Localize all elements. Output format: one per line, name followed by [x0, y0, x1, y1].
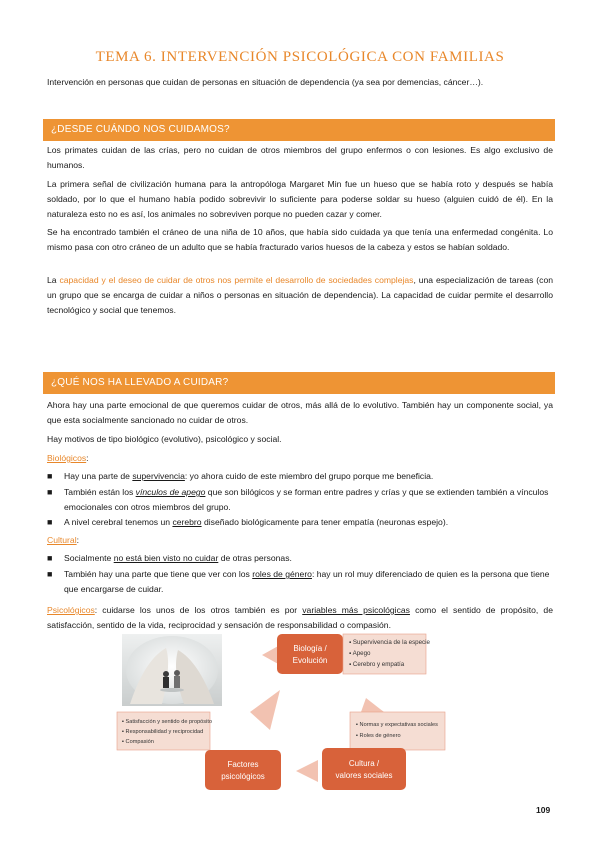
- section2-paragraph-1: Ahora hay una parte emocional de que queremos cuidar de otros, más allá de lo evolutivo. También hay un componente social, ya que esta socialmente sancionado no cuidar de otros.: [47, 400, 553, 425]
- svg-text:Cultura /: Cultura /: [348, 759, 380, 768]
- bullet-icon: ■: [47, 517, 53, 527]
- note-item: ▪ Compasión: [122, 739, 154, 745]
- svg-text:valores sociales: valores sociales: [335, 771, 393, 780]
- note-item: ▪ Responsabilidad y reciprocidad: [122, 729, 204, 735]
- cult-bullet-1: ■ Socialmente no está bien visto no cuidar de otras personas.: [47, 551, 553, 566]
- node-culture: [322, 748, 406, 790]
- highlight-text: capacidad y el deseo de cuidar de otros nos permite el desarrollo de sociedades complejas: [59, 275, 414, 285]
- cult-label: Cultural:: [47, 535, 80, 545]
- svg-text:Biología /: Biología /: [293, 644, 327, 653]
- note-item: ▪ Satisfacción y sentido de propósito: [122, 719, 212, 725]
- note-item: ▪ Apego: [349, 650, 371, 657]
- factors-cycle-diagram: [100, 630, 480, 790]
- bio-bullet-3: ■ A nivel cerebral tenemos un cerebro diseñado biológicamente para tener empatía (neuronas espejo).: [47, 515, 553, 530]
- bullet-icon: ■: [47, 553, 53, 563]
- node-biology: [277, 634, 343, 674]
- section-heading-1: ¿DESDE CUÁNDO NOS CUIDAMOS?: [43, 119, 555, 141]
- bullet-icon: ■: [47, 569, 53, 579]
- note-item: ▪ Roles de género: [356, 733, 401, 739]
- arrow-icon: [296, 760, 318, 782]
- note-biology: [343, 634, 431, 674]
- section2-paragraph-2: Hay motivos de tipo biológico (evolutivo), psicológico y social.: [47, 434, 282, 444]
- section-heading-2: ¿QUÉ NOS HA LLEVADO A CUIDAR?: [43, 372, 555, 394]
- note-item: ▪ Normas y expectativas sociales: [356, 722, 438, 728]
- bullet-icon: ■: [47, 487, 53, 497]
- bio-bullet-1: ■ Hay una parte de supervivencia: yo ahora cuido de este miembro del grupo porque me beneficia.: [47, 469, 553, 484]
- section1-paragraph-1: Los primates cuidan de las crías, pero no cuidan de otros miembros del grupo enfermos o con lesiones. Es algo exclusivo de humanos.: [47, 145, 553, 170]
- page-title: TEMA 6. INTERVENCIÓN PSICOLÓGICA CON FAMILIAS: [95, 49, 505, 65]
- arrow-icon: [250, 690, 280, 730]
- section1-paragraph-3: Se ha encontrado también el cráneo de una niña de 10 años, que había sido cuidada ya que tenía una enfermedad congénita. Lo mismo pasa con otro cráneo de un adulto que se había fracturado varios huesos de la cabeza y estos se habían soldado.: [47, 227, 553, 252]
- node-psychological: [205, 750, 281, 790]
- bio-bullet-2: ■ También están los vínculos de apego que son bilógicos y se forman entre padres y crías y que se extienden también a vínculos emocionales con otros miembros del grupo.: [47, 487, 549, 512]
- intro-text: Intervención en personas que cuidan de personas en situación de dependencia (ya sea por demencias, cáncer…).: [47, 77, 484, 87]
- hands-photo: [122, 634, 222, 706]
- note-item: ▪ Supervivencia de la especie: [349, 639, 430, 646]
- cult-bullet-2: ■ También hay una parte que tiene que ver con los roles de género: hay un rol muy diferenciado de quien es la persona que tiene que encargarse de cuidar.: [47, 569, 550, 594]
- section1-paragraph-2: La primera señal de civilización humana para la antropóloga Margaret Min fue un hueso que se había roto y después se había soldado, por lo que el humano había podido sobrevivir lo suficiente para poderse soldar su hueso (alguien cuidó de él). En la naturaleza esto no es así, los animales no sobreviven porque no pueden cazar y comer.: [47, 179, 553, 219]
- note-psychological: [117, 712, 212, 750]
- psi-paragraph: Psicológicos: cuidarse los unos de los otros también es por variables más psicológicas como el sentido de propósito, de satisfacción, sentido de la vida, reciprocidad y sensación de responsabilidad o compasión.: [47, 605, 553, 630]
- page-number: 109: [536, 805, 551, 815]
- note-item: ▪ Cerebro y empatía: [349, 661, 405, 668]
- svg-text:Evolución: Evolución: [292, 656, 328, 665]
- note-culture: [350, 712, 445, 750]
- svg-text:Factores: Factores: [227, 760, 259, 769]
- section1-paragraph-4: La capacidad y el deseo de cuidar de otros nos permite el desarrollo de sociedades complejas, una especialización de tareas (con un grupo que se encarga de cuidar a niños o personas en situación de dependencia). La capacidad de cuidar permite el desarrollo tecnológico y social que tenemos.: [47, 275, 554, 315]
- svg-text:psicológicos: psicológicos: [221, 772, 265, 781]
- bio-label: Biológicos:: [47, 453, 89, 463]
- bullet-icon: ■: [47, 471, 53, 481]
